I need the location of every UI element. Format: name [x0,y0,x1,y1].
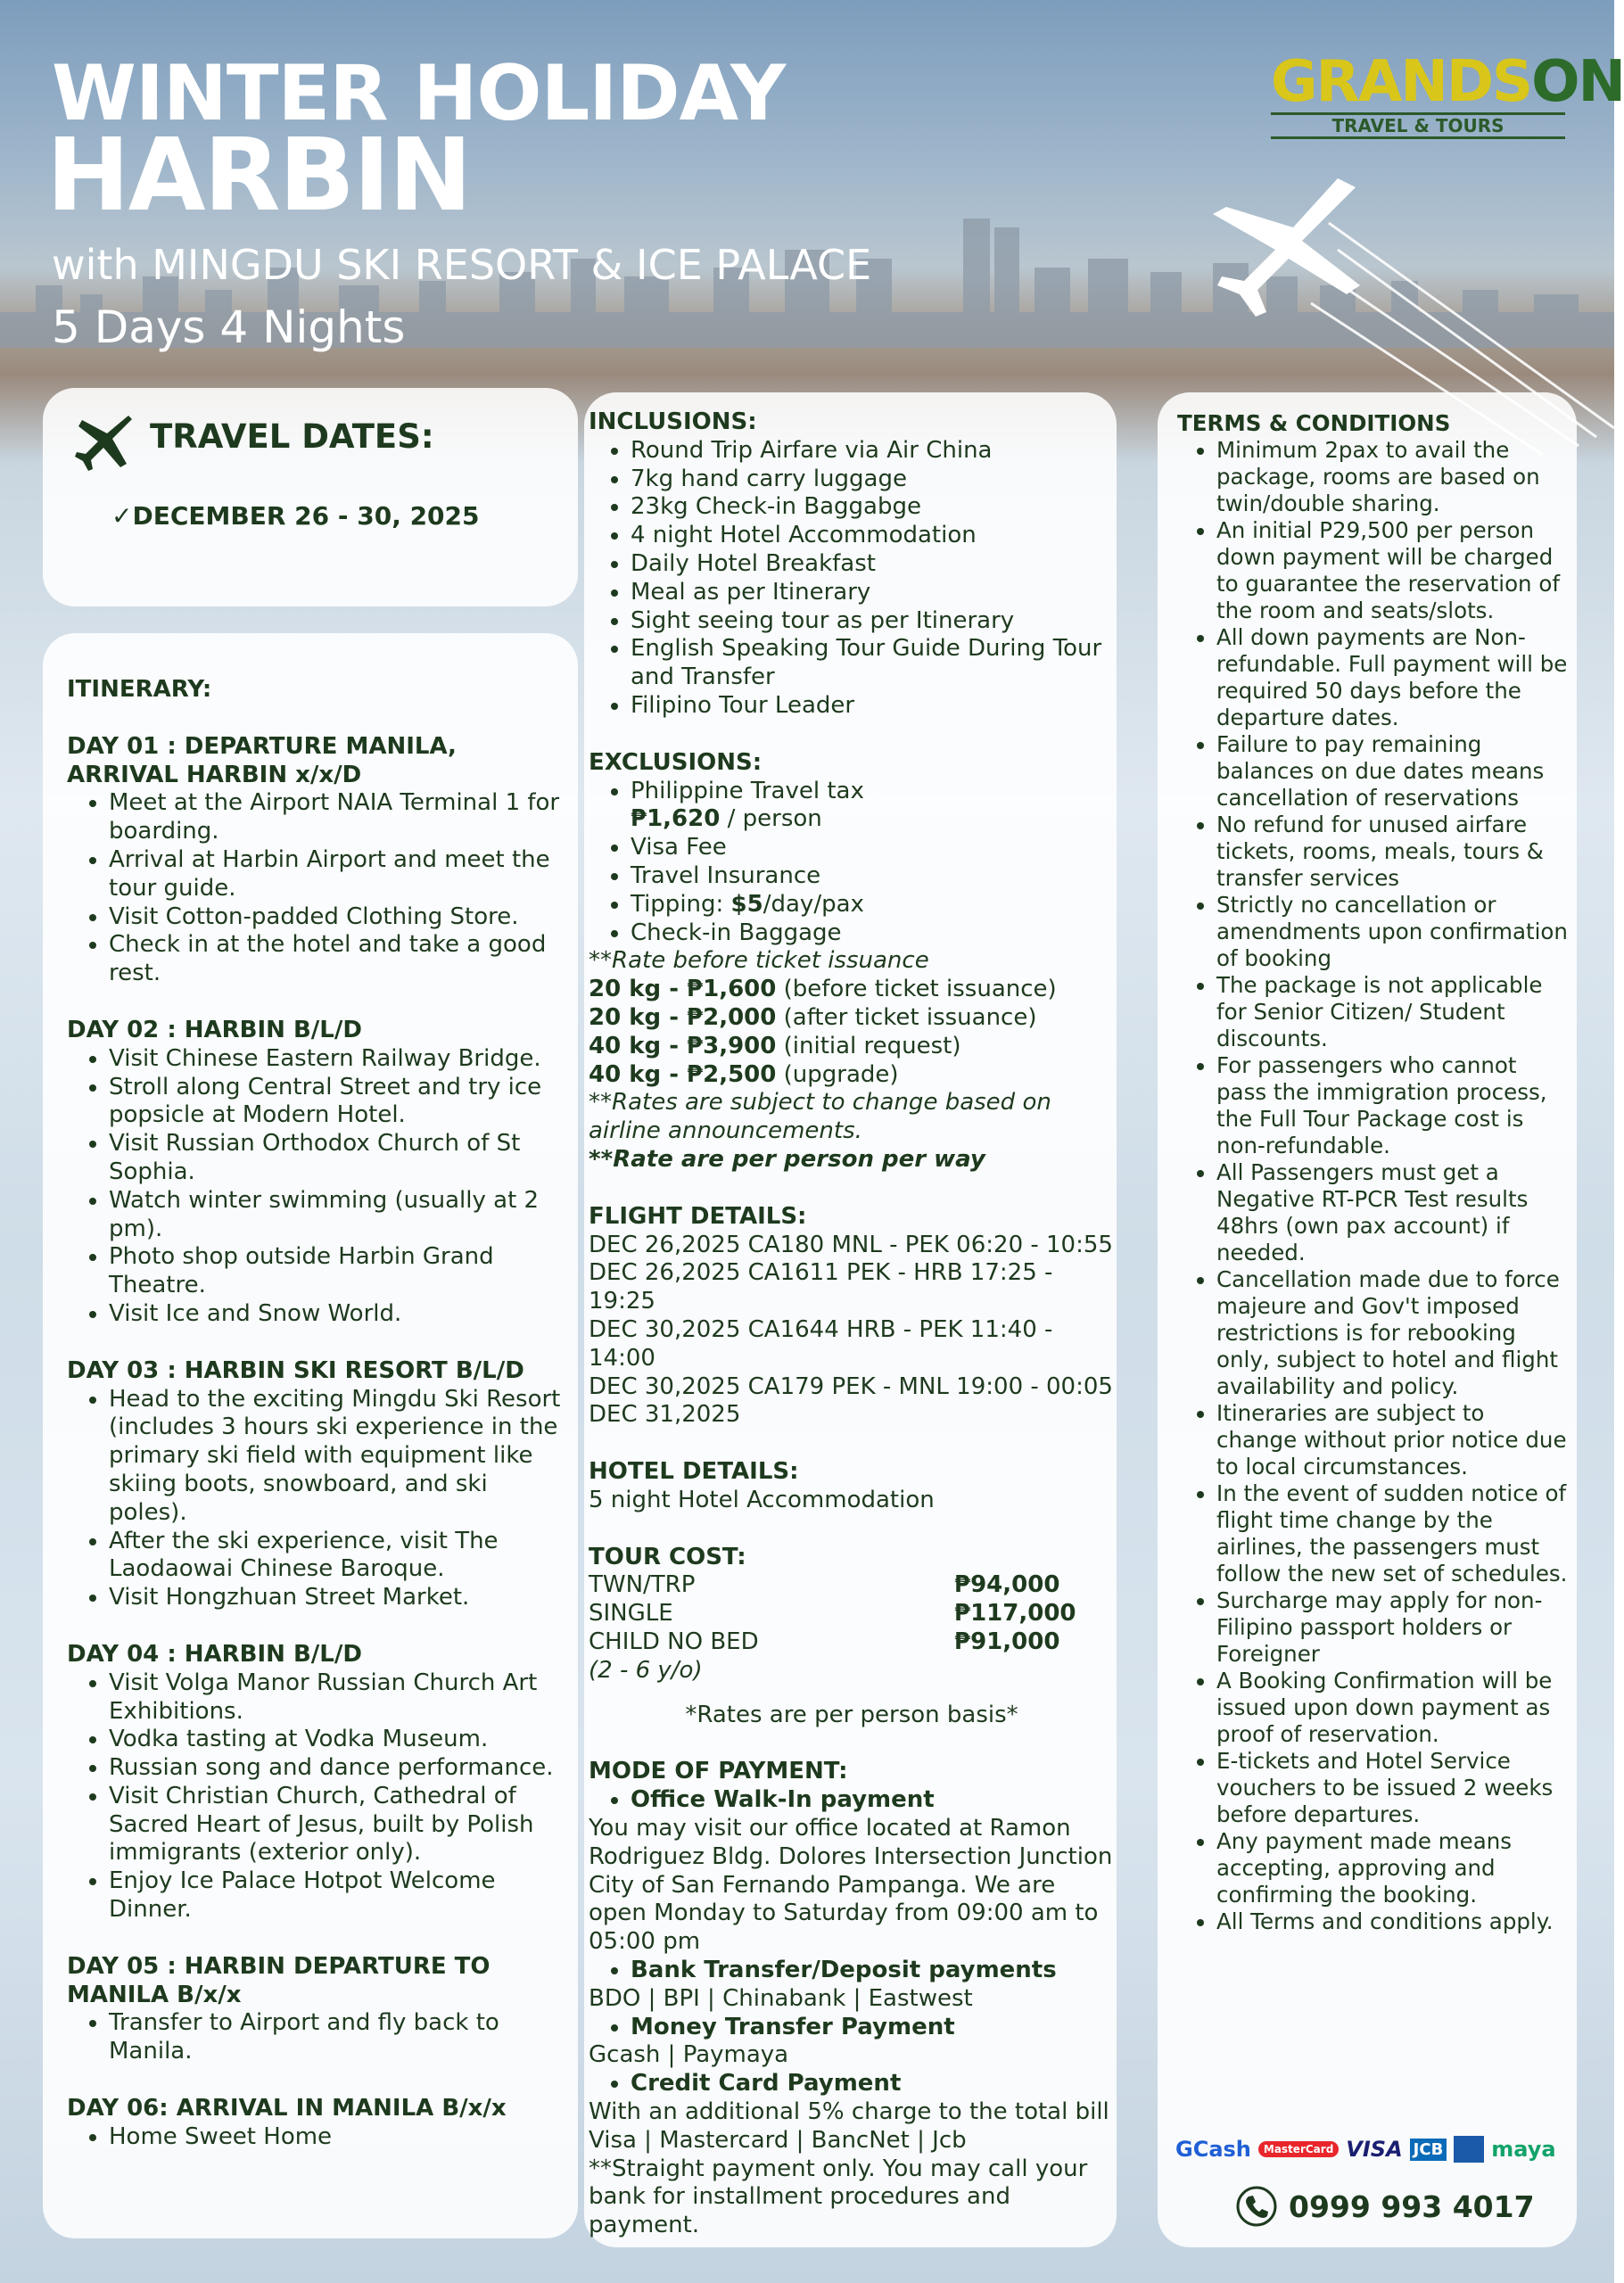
list-item: • Visit Volga Manor Russian Church Art Exhibitions. [109,1669,566,1727]
list-item: • Check-in Baggage [631,919,1115,948]
list-item: • Sight seeing tour as per Itinerary [631,607,1115,636]
list-item: • 4 night Hotel Accommodation [631,522,1115,550]
cost-row: TWN/TRP ₱94,000 [589,1571,1060,1599]
list-item: • After the ski experience, visit The Laodaowai Chinese Baroque. [109,1528,566,1585]
payment-detail: You may visit our office located at Ramon Rodriguez Bldg. Dolores Intersection Junction City of San Fernando Pampanga. We are open Monday to Saturday from 09:00 am to 05:00 pm [589,1815,1113,1956]
mastercard-logo: MasterCard [1258,2141,1339,2157]
logo-wordmark: GRANDSON [1271,49,1624,115]
inclusions-title: INCLUSIONS: [589,408,757,435]
list-item: • Travel Insurance [631,862,1115,891]
payment-detail: With an additional 5% charge to the total bill [589,2098,1109,2126]
rate-per-way-note: **Rate are per person per way [589,1145,985,1173]
exclusions-list [589,778,1115,948]
cost-row: CHILD NO BED ₱91,000 [589,1628,1060,1656]
itinerary-content [67,676,566,2152]
payment-method: • Credit Card Payment [631,2070,1115,2098]
list-item: • An initial P29,500 per person down payment will be charged to guarantee the reservation of the room and seats/slots. [1216,517,1570,624]
list-item: • Check in at the hotel and take a good rest. [109,931,566,988]
exclusions-title: EXCLUSIONS: [589,748,763,776]
list-item: • The package is not applicable for Senior Citizen/ Student discounts. [1216,972,1570,1052]
airplane-icon [73,412,136,474]
list-item: • No refund for unused airfare tickets, rooms, meals, tours & transfer services [1216,812,1570,892]
details-content [589,408,1115,2240]
list-item: • Tipping: $5/day/pax [631,891,1115,919]
rate-basis-note: *Rates are per person basis* [685,1701,1018,1728]
list-item: • Daily Hotel Breakfast [631,550,1115,579]
list-item: • In the event of sudden notice of flight time change by the airlines, the passengers must follow the new set of schedules. [1216,1480,1570,1587]
payment-method: • Money Transfer Payment [631,2014,1115,2042]
list-item: • Philippine Travel tax ₱1,620 / person [631,778,1115,835]
cost-row: SINGLE ₱117,000 [589,1600,1076,1628]
list-item: • Filipino Tour Leader [631,692,1115,721]
list-item: • 7kg hand carry luggage [631,466,1115,494]
flight-row: DEC 30,2025 CA1644 HRB - PEK 11:40 - 14:00 [589,1315,1053,1372]
list-item: • English Speaking Tour Guide During Tour and Transfer [631,635,1115,692]
inclusions-list [589,437,1115,721]
day-list [67,1045,566,1329]
baggage-rate-note: **Rate before ticket issuance [589,947,929,975]
list-item: • Visit Chinese Eastern Railway Bridge. [109,1045,566,1074]
list-item: • Itineraries are subject to change without prior notice due to local circumstances. [1216,1400,1570,1480]
flight-row: DEC 26,2025 CA1611 PEK - HRB 17:25 - 19:25 [589,1259,1053,1315]
list-item: • Failure to pay remaining balances on due dates means cancellation of reservations [1216,731,1570,812]
hotel-text: 5 night Hotel Accommodation [589,1486,935,1513]
list-item: • Watch winter swimming (usually at 2 pm). [109,1187,566,1244]
itinerary-title: ITINERARY: [67,676,212,703]
flights-title: FLIGHT DETAILS: [589,1202,807,1230]
maya-logo: maya [1491,2137,1556,2162]
page-title-line2: HARBIN [46,118,471,234]
list-item: • Photo shop outside Harbin Grand Theatre. [109,1243,566,1300]
page-subtitle: with MINGDU SKI RESORT & ICE PALACE [52,241,872,289]
day-title: DAY 05 : HARBIN DEPARTURE TO MANILA B/x/x [67,1952,490,2008]
baggage-rate-row: 40 kg - ₱3,900 (initial request) [589,1032,961,1059]
page-title-line1: WINTER HOLIDAY [52,49,786,138]
list-item: • Meal as per Itinerary [631,579,1115,607]
payment-title: MODE OF PAYMENT: [589,1758,848,1785]
list-item: • Visit Christian Church, Cathedral of Sacred Heart of Jesus, built by Polish immigrants (exterior only). [109,1783,566,1867]
list-item: • Strictly no cancellation or amendments upon confirmation of booking [1216,892,1570,972]
list-item: • E-tickets and Hotel Service vouchers to be issued 2 weeks before departures. [1216,1748,1570,1828]
day-title: DAY 03 : HARBIN SKI RESORT B/L/D [67,1356,524,1384]
payment-method: • Bank Transfer/Deposit payments [631,1957,1115,1985]
list-item: • Visit Russian Orthodox Church of St Sophia. [109,1130,566,1187]
phone-number: 0999 993 4017 [1289,2188,1535,2224]
duration-text: 5 Days 4 Nights [52,301,406,353]
flight-row: DEC 31,2025 [589,1401,741,1429]
grandson-logo [1271,49,1624,143]
list-item: • All Terms and conditions apply. [1216,1908,1570,1935]
list-item: • Visit Cotton-padded Clothing Store. [109,903,566,932]
child-age-note: (2 - 6 y/o) [589,1656,703,1684]
list-item: • All Passengers must get a Negative RT-PCR Test results 48hrs (own pax account) if needed. [1216,1159,1570,1266]
list-item: • Cancellation made due to force majeure and Gov't imposed restrictions is for rebooking only, subject to hotel and flight availability and policy. [1216,1266,1570,1400]
payment-detail: Visa | Mastercard | BancNet | Jcb [589,2126,967,2154]
day-list [67,1669,566,1924]
terms-content [1177,410,1570,1935]
day-list [67,1386,566,1612]
terms-title: TERMS & CONDITIONS [1177,410,1451,436]
terms-list [1177,437,1570,1935]
list-item: • Round Trip Airfare via Air China [631,437,1115,466]
list-item: • Minimum 2pax to avail the package, rooms are based on twin/double sharing. [1216,437,1570,517]
payment-method: • Office Walk-In payment [631,1786,1115,1815]
payment-logos [1175,2131,1568,2167]
day-list [67,789,566,988]
payment-detail: BDO | BPI | Chinabank | Eastwest [589,1984,973,2012]
travel-dates-title: TRAVEL DATES: [150,417,434,456]
list-item: • Stroll along Central Street and try ice popsicle at Modern Hotel. [109,1074,566,1131]
list-item: • 23kg Check-in Baggabge [631,493,1115,522]
list-item: • Home Sweet Home [109,2123,566,2152]
list-item: • Head to the exciting Mingdu Ski Resort (includes 3 hours ski experience in the primary ski field with equipment like skiing boots, snowboard, and ski poles). [109,1386,566,1528]
gcash-logo: GCash [1175,2137,1251,2162]
day-title: DAY 04 : HARBIN B/L/D [67,1640,362,1668]
flight-row: DEC 26,2025 CA180 MNL - PEK 06:20 - 10:55 [589,1231,1113,1258]
list-item: • Visa Fee [631,834,1115,862]
list-item: • Any payment made means accepting, approving and confirming the booking. [1216,1828,1570,1908]
hotel-title: HOTEL DETAILS: [589,1458,799,1486]
day-title: DAY 01 : DEPARTURE MANILA, ARRIVAL HARBIN x/x/D [67,732,457,788]
list-item: • A Booking Confirmation will be issued upon down payment as proof of reservation. [1216,1668,1570,1748]
baggage-rate-row: 20 kg - ₱1,600 (before ticket issuance) [589,976,1057,1003]
list-item: • For passengers who cannot pass the immigration process, the Full Tour Package cost is non-refundable. [1216,1052,1570,1159]
travel-dates-value: ✓DECEMBER 26 - 30, 2025 [111,501,480,531]
list-item: • Visit Hongzhuan Street Market. [109,1584,566,1612]
list-item: • Enjoy Ice Palace Hotpot Welcome Dinner. [109,1867,566,1924]
day-title: DAY 02 : HARBIN B/L/D [67,1016,362,1043]
rate-change-note: **Rates are subject to change based on airline announcements. [589,1089,1051,1145]
visa-logo: VISA [1346,2137,1403,2162]
payment-detail: Gcash | Paymaya [589,2041,789,2069]
list-item: • Surcharge may apply for non-Filipino passport holders or Foreigner [1216,1587,1570,1668]
list-item: • Arrival at Harbin Airport and meet the tour guide. [109,846,566,903]
baggage-rate-row: 40 kg - ₱2,500 (upgrade) [589,1060,899,1088]
logo-tagline: TRAVEL & TOURS [1271,112,1565,139]
day-list [67,2009,566,2066]
payment-detail: **Straight payment only. You may call your bank for installment procedures and payment. [589,2155,1088,2239]
list-item: • Meet at the Airport NAIA Terminal 1 for boarding. [109,789,566,846]
list-item: • All down payments are Non-refundable. Full payment will be required 50 days before the departure dates. [1216,624,1570,731]
list-item: • Russian song and dance performance. [109,1754,566,1783]
bancnet-logo-icon [1454,2136,1484,2163]
phone-icon [1235,2185,1278,2228]
baggage-rate-row: 20 kg - ₱2,000 (after ticket issuance) [589,1003,1037,1031]
jcb-logo: JCB [1410,2139,1447,2161]
list-item: • Transfer to Airport and fly back to Manila. [109,2009,566,2066]
list-item: • Vodka tasting at Vodka Museum. [109,1726,566,1754]
list-item: • Visit Ice and Snow World. [109,1300,566,1329]
contact-phone[interactable] [1235,2185,1535,2228]
day-list [67,2123,566,2152]
day-title: DAY 06: ARRIVAL IN MANILA B/x/x [67,2095,507,2122]
flight-row: DEC 30,2025 CA179 PEK - MNL 19:00 - 00:05 [589,1372,1113,1400]
tour-cost-title: TOUR COST: [589,1543,746,1570]
